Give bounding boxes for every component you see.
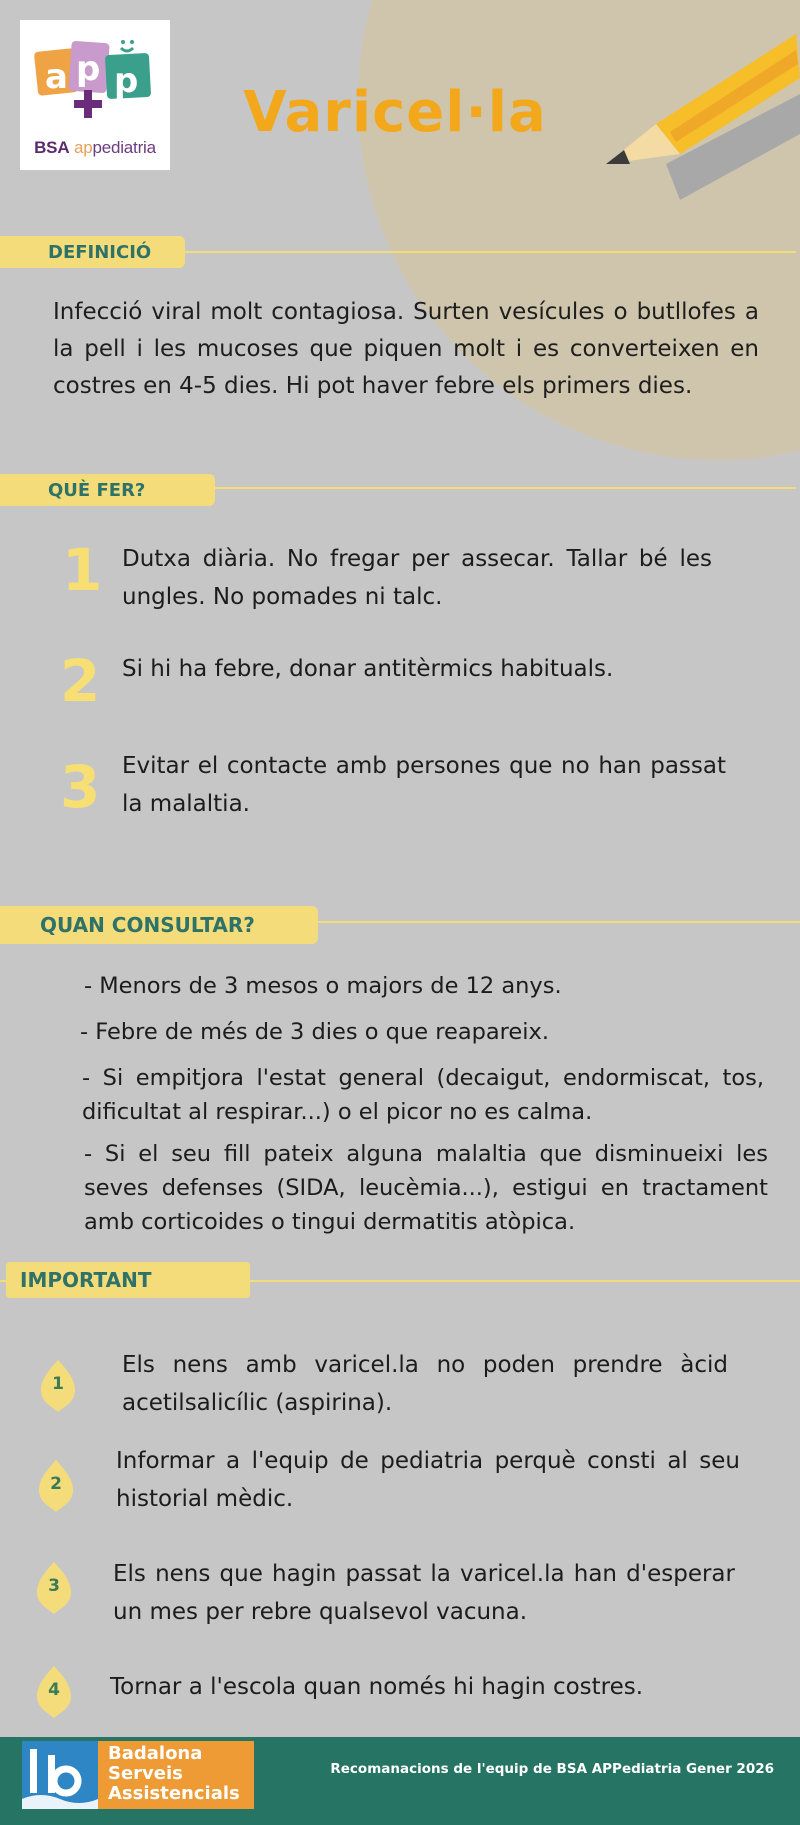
important-text-2: Informar a l'equip de pediatria perquè consti al seu historial mèdic. bbox=[116, 1448, 740, 1512]
logo-wordmark bbox=[20, 138, 170, 158]
logo-letter-p1: p bbox=[76, 49, 101, 89]
logo-suffix-app: ap bbox=[73, 138, 93, 157]
important-marker-3 bbox=[37, 1562, 71, 1614]
consult-item-4: - Si el seu fill pateix alguna malaltia que disminueixi les seves defenses (SIDA, leucèmia...), estigui en tractament amb corticoides o tingui dermatitis atòpica. bbox=[84, 1141, 768, 1235]
important-text-1: Els nens amb varicel.la no poden prendre àcid acetilsalicílic (aspirina). bbox=[122, 1352, 728, 1416]
pencil-icon bbox=[596, 14, 800, 204]
consult-item-1: - Menors de 3 mesos o majors de 12 anys. bbox=[84, 973, 562, 999]
step-number-2: 2 bbox=[60, 647, 101, 715]
bsa-name-line-2: Serveis bbox=[108, 1763, 183, 1784]
definicio-heading: DEFINICIÓ bbox=[0, 236, 185, 268]
step-number-3: 3 bbox=[60, 753, 101, 821]
logo-letter-p2: p bbox=[114, 61, 139, 101]
bsa-mark-icon bbox=[22, 1741, 98, 1809]
definicio-text: Infecció viral molt contagiosa. Surten vesícules o butllofes a la pell i les mucoses que piquen molt i es converteixen en costres en 4-5 dies. Hi pot haver febre els primers dies. bbox=[53, 299, 759, 399]
logo-suffix-rest: pediatria bbox=[92, 138, 156, 157]
important-number-1: 1 bbox=[52, 1374, 64, 1394]
appediatria-logo bbox=[20, 20, 170, 170]
bsa-logo-mark bbox=[22, 1741, 98, 1809]
que-fer-heading: QUÈ FER? bbox=[0, 474, 215, 506]
important-number-3: 3 bbox=[48, 1576, 60, 1596]
footer-credit: Recomanacions de l'equip de BSA APPediatria Gener 2026 bbox=[330, 1761, 774, 1777]
consult-item-2: - Febre de més de 3 dies o que reapareix. bbox=[80, 1019, 549, 1045]
bsa-organization-name bbox=[108, 1744, 252, 1804]
step-number-1: 1 bbox=[62, 536, 103, 604]
important-number-2: 2 bbox=[50, 1474, 62, 1494]
important-marker-1 bbox=[41, 1360, 75, 1412]
logo-brand: BSA bbox=[34, 138, 70, 157]
step-text-2: Si hi ha febre, donar antitèrmics habituals. bbox=[122, 656, 614, 682]
logo-letter-a: a bbox=[45, 57, 68, 97]
page-title: Varicel·la bbox=[243, 80, 547, 145]
important-text-3: Els nens que hagin passat la varicel.la han d'esperar un mes per rebre qualsevol vacuna. bbox=[113, 1561, 735, 1625]
important-text-4: Tornar a l'escola quan només hi hagin costres. bbox=[110, 1674, 644, 1700]
important-marker-2 bbox=[39, 1460, 73, 1512]
important-heading: IMPORTANT bbox=[6, 1262, 250, 1298]
bsa-name-line-3: Assistencials bbox=[108, 1783, 240, 1804]
bsa-name-line-1: Badalona bbox=[108, 1743, 203, 1764]
step-text-1: Dutxa diària. No fregar per assecar. Tallar bé les ungles. No pomades ni talc. bbox=[122, 546, 712, 610]
quan-consultar-heading: QUAN CONSULTAR? bbox=[0, 906, 318, 944]
step-text-3: Evitar el contacte amb persones que no han passat la malaltia. bbox=[122, 753, 726, 817]
consult-item-3: - Si empitjora l'estat general (decaigut, endormiscat, tos, dificultat al respirar...) o el picor no es calma. bbox=[82, 1065, 764, 1125]
important-marker-4 bbox=[37, 1666, 71, 1718]
important-number-4: 4 bbox=[48, 1680, 60, 1700]
